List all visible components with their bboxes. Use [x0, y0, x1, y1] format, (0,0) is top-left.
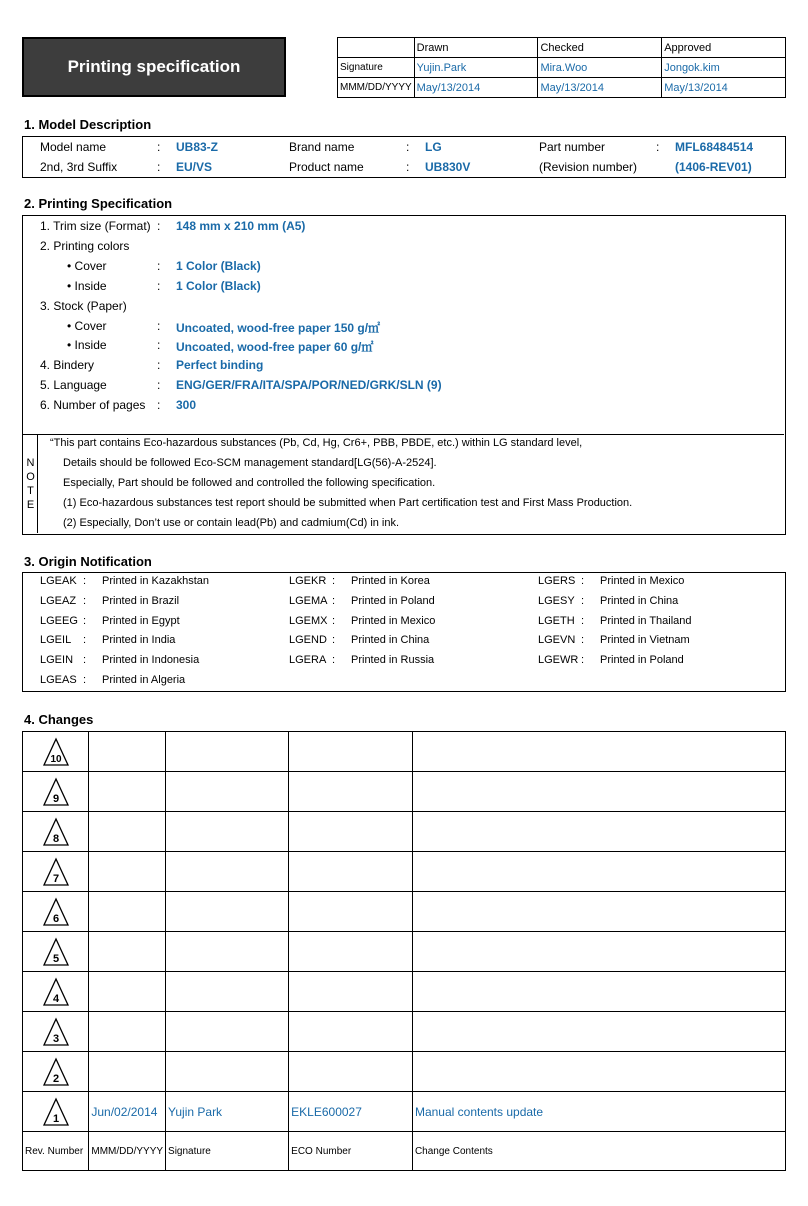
- date-label: MMM/DD/YYYY: [338, 78, 415, 98]
- origin-code: LGETH: [538, 614, 575, 627]
- spec-value: Uncoated, wood-free paper 60 g/㎡: [176, 340, 374, 355]
- origin-code: LGERA: [289, 654, 327, 667]
- changes-footer-label: MMM/DD/YYYY: [89, 1132, 166, 1171]
- rev-number: 1: [52, 1112, 59, 1125]
- change-signature: [166, 892, 289, 932]
- change-contents: [412, 812, 785, 852]
- approval-corner: [338, 38, 415, 58]
- rev-number: 7: [52, 872, 59, 885]
- colon: :: [157, 160, 161, 174]
- spec-value: Perfect binding: [176, 358, 264, 373]
- change-date: [89, 972, 166, 1012]
- origin-code: LGEWR: [538, 654, 579, 667]
- approval-date: May/13/2014: [414, 78, 538, 98]
- change-row: [23, 1052, 786, 1092]
- change-date: [89, 892, 166, 932]
- colon: :: [157, 398, 161, 413]
- note-letter: T: [27, 485, 34, 497]
- change-row: [23, 852, 786, 892]
- change-eco: [289, 972, 413, 1012]
- note-line: Especially, Part should be followed and controlled the following specification.: [63, 477, 436, 489]
- origin-text: Printed in Mexico: [351, 614, 436, 627]
- colon: :: [83, 575, 87, 587]
- spec-label: • Cover: [67, 318, 107, 333]
- origin-code: LGEVN: [538, 634, 576, 647]
- change-signature: [166, 1052, 289, 1092]
- origin-text: Printed in Russia: [351, 654, 435, 667]
- origin-text: Printed in India: [102, 634, 176, 647]
- spec-label: 5. Language: [40, 378, 107, 393]
- suffix-label: 2nd, 3rd Suffix: [40, 160, 118, 174]
- spec-label: 1. Trim size (Format): [40, 219, 151, 233]
- colon: :: [157, 338, 161, 353]
- origin-code: LGEAS: [40, 674, 77, 686]
- note-line: (2) Especially, Don’t use or contain lead(Pb) and cadmium(Cd) in ink.: [63, 517, 400, 529]
- page-title: [22, 37, 286, 97]
- origin-text: Printed in Poland: [351, 594, 435, 607]
- rev-cell: [23, 1052, 89, 1092]
- section-title-model: 1. Model Description: [24, 117, 152, 132]
- colon: :: [83, 634, 87, 647]
- section-title-changes: 4. Changes: [24, 712, 94, 727]
- colon: :: [157, 219, 161, 233]
- change-eco: EKLE600027: [289, 1092, 413, 1132]
- approval-date: May/13/2014: [538, 78, 662, 98]
- colon: :: [83, 594, 87, 607]
- origin-code: LGEIN: [40, 654, 74, 667]
- origin-text: Printed in China: [351, 634, 430, 647]
- change-row: [23, 812, 786, 852]
- change-eco: [289, 1012, 413, 1052]
- colon: :: [332, 654, 336, 667]
- rev-cell: [23, 772, 89, 812]
- colon: :: [157, 318, 161, 333]
- revision-triangle-icon: [42, 1017, 70, 1047]
- changes-footer-label: ECO Number: [289, 1132, 413, 1171]
- change-date: [89, 1012, 166, 1052]
- model-name-label: Model name: [40, 140, 107, 154]
- note-letter: N: [26, 457, 35, 469]
- spec-label: 2. Printing colors: [40, 238, 130, 253]
- note-divider: [23, 434, 784, 435]
- revision-triangle-icon: [42, 777, 70, 807]
- change-row: [23, 892, 786, 932]
- revision-triangle-icon: [42, 817, 70, 847]
- change-eco: [289, 892, 413, 932]
- change-contents: [412, 892, 785, 932]
- part-value: MFL68484514: [675, 140, 754, 154]
- rev-cell: [23, 732, 89, 772]
- approval-header: Approved: [662, 38, 786, 58]
- rev-number: 8: [52, 832, 59, 845]
- spec-value: ENG/GER/FRA/ITA/SPA/POR/NED/GRK/SLN (9): [176, 378, 442, 393]
- note-line: Details should be followed Eco-SCM management standard[LG(56)-A-2524].: [63, 457, 437, 469]
- changes-footer-label: Rev. Number: [23, 1132, 89, 1171]
- suffix-value: EU/VS: [176, 160, 213, 174]
- spec-value: 300: [176, 398, 197, 413]
- colon: :: [406, 160, 410, 174]
- revision-triangle-icon: [42, 1097, 70, 1127]
- origin-code: LGEMA: [289, 594, 328, 607]
- change-contents: [412, 972, 785, 1012]
- rev-cell: [23, 892, 89, 932]
- approval-signature: Jongok.kim: [662, 58, 786, 78]
- change-date: [89, 772, 166, 812]
- colon: :: [581, 654, 585, 667]
- origin-text: Printed in Brazil: [102, 594, 180, 607]
- model-box: [22, 136, 786, 178]
- colon: :: [332, 614, 336, 627]
- change-date: [89, 732, 166, 772]
- brand-label: Brand name: [289, 140, 355, 154]
- revision-triangle-icon: [42, 1057, 70, 1087]
- origin-text: Printed in Thailand: [600, 614, 692, 627]
- note-letter: O: [26, 471, 35, 483]
- origin-text: Printed in Korea: [351, 575, 430, 587]
- colon: :: [581, 634, 585, 647]
- change-row: [23, 932, 786, 972]
- origin-code: LGERS: [538, 575, 576, 587]
- rev-number: 6: [52, 912, 59, 925]
- change-date: [89, 932, 166, 972]
- origin-text: Printed in Indonesia: [102, 654, 200, 667]
- change-eco: [289, 812, 413, 852]
- origin-box: [22, 572, 786, 692]
- change-signature: [166, 732, 289, 772]
- rev-number: 4: [52, 992, 59, 1005]
- rev-number: 2: [52, 1072, 59, 1085]
- change-date: [89, 852, 166, 892]
- change-date: Jun/02/2014: [89, 1092, 166, 1132]
- origin-code: LGESY: [538, 594, 575, 607]
- change-contents: [412, 1012, 785, 1052]
- approval-signature: Mira.Woo: [538, 58, 662, 78]
- origin-code: LGEMX: [289, 614, 328, 627]
- changes-footer-label: Change Contents: [412, 1132, 785, 1171]
- colon: :: [332, 594, 336, 607]
- rev-cell: [23, 852, 89, 892]
- approval-header: Drawn: [414, 38, 538, 58]
- product-label: Product name: [289, 160, 364, 174]
- section-title-printing: 2. Printing Specification: [24, 196, 173, 211]
- change-signature: [166, 932, 289, 972]
- change-contents: [412, 772, 785, 812]
- revision-triangle-icon: [42, 937, 70, 967]
- colon: :: [157, 258, 161, 273]
- colon: :: [581, 614, 585, 627]
- spec-value: 148 mm x 210 mm (A5): [176, 219, 306, 233]
- change-contents: [412, 1052, 785, 1092]
- change-row: [23, 1012, 786, 1052]
- change-row: [23, 732, 786, 772]
- origin-text: Printed in Mexico: [600, 575, 685, 587]
- note-line: (1) Eco-hazardous substances test report should be submitted when Part certification test and First Mass Production.: [63, 497, 633, 509]
- signature-label: Signature: [338, 58, 415, 78]
- origin-text: Printed in Algeria: [102, 674, 186, 686]
- change-signature: [166, 772, 289, 812]
- part-label: Part number: [539, 140, 606, 154]
- colon: :: [406, 140, 410, 154]
- approval-table: [337, 37, 786, 98]
- colon: :: [656, 140, 660, 154]
- revision-value: (1406-REV01): [675, 160, 752, 174]
- change-contents: [412, 732, 785, 772]
- origin-text: Printed in Poland: [600, 654, 684, 667]
- origin-code: LGEKR: [289, 575, 327, 587]
- rev-cell: [23, 932, 89, 972]
- brand-value: LG: [425, 140, 442, 154]
- approval-signature: Yujin.Park: [414, 58, 538, 78]
- model-name-value: UB83-Z: [176, 140, 219, 154]
- change-contents: [412, 852, 785, 892]
- change-row: [23, 1092, 786, 1132]
- change-row: [23, 772, 786, 812]
- spec-value: 1 Color (Black): [176, 258, 261, 273]
- rev-cell: [23, 1012, 89, 1052]
- origin-text: Printed in Kazakhstan: [102, 575, 210, 587]
- spec-label: • Cover: [67, 258, 107, 273]
- spec-label: • Inside: [67, 278, 107, 293]
- change-eco: [289, 772, 413, 812]
- colon: :: [83, 674, 87, 686]
- changes-footer-label: Signature: [166, 1132, 289, 1171]
- spec-label: 6. Number of pages: [40, 398, 146, 413]
- change-signature: Yujin Park: [166, 1092, 289, 1132]
- origin-code: LGEIL: [40, 634, 72, 647]
- origin-code: LGEAZ: [40, 594, 77, 607]
- revision-triangle-icon: [42, 897, 70, 927]
- approval-date: May/13/2014: [662, 78, 786, 98]
- revision-label: (Revision number): [539, 160, 638, 174]
- origin-code: LGEND: [289, 634, 327, 647]
- spec-label: 3. Stock (Paper): [40, 298, 127, 313]
- change-signature: [166, 852, 289, 892]
- origin-code: LGEEG: [40, 614, 78, 627]
- change-row: [23, 972, 786, 1012]
- rev-cell: [23, 972, 89, 1012]
- spec-label: 4. Bindery: [40, 358, 95, 373]
- rev-cell: [23, 812, 89, 852]
- rev-number: 10: [50, 753, 62, 765]
- change-eco: [289, 732, 413, 772]
- change-date: [89, 812, 166, 852]
- colon: :: [83, 654, 87, 667]
- colon: :: [332, 634, 336, 647]
- change-eco: [289, 932, 413, 972]
- spec-label: • Inside: [67, 338, 107, 353]
- section-title-origin: 3. Origin Notification: [24, 554, 152, 569]
- change-date: [89, 1052, 166, 1092]
- colon: :: [157, 140, 161, 154]
- colon: :: [332, 575, 336, 587]
- note-label: [24, 456, 37, 512]
- colon: :: [83, 614, 87, 627]
- change-eco: [289, 852, 413, 892]
- spec-value: Uncoated, wood-free paper 150 g/㎡: [176, 320, 381, 335]
- rev-number: 3: [52, 1032, 59, 1045]
- rev-number: 5: [52, 952, 59, 965]
- approval-header: Checked: [538, 38, 662, 58]
- title-text: Printing specification: [67, 57, 241, 76]
- changes-table: [22, 731, 786, 1171]
- colon: :: [157, 378, 161, 393]
- change-signature: [166, 812, 289, 852]
- origin-code: LGEAK: [40, 575, 77, 587]
- revision-triangle-icon: [42, 737, 70, 767]
- changes-footer-row: [23, 1132, 786, 1171]
- rev-number: 9: [52, 792, 59, 805]
- colon: :: [157, 278, 161, 293]
- product-value: UB830V: [425, 160, 471, 174]
- colon: :: [157, 358, 161, 373]
- origin-text: Printed in Vietnam: [600, 634, 690, 647]
- rev-cell: [23, 1092, 89, 1132]
- origin-text: Printed in Egypt: [102, 614, 180, 627]
- change-signature: [166, 1012, 289, 1052]
- revision-triangle-icon: [42, 977, 70, 1007]
- spec-value: 1 Color (Black): [176, 278, 261, 293]
- origin-text: Printed in China: [600, 594, 679, 607]
- printing-box: [22, 215, 786, 535]
- change-signature: [166, 972, 289, 1012]
- note-letter: E: [26, 499, 35, 511]
- change-eco: [289, 1052, 413, 1092]
- colon: :: [581, 594, 585, 607]
- note-line: “This part contains Eco-hazardous substances (Pb, Cd, Hg, Cr6+, PBB, PBDE, etc.) within LG standard level,: [50, 437, 583, 449]
- colon: :: [581, 575, 585, 587]
- revision-triangle-icon: [42, 857, 70, 887]
- change-contents: [412, 932, 785, 972]
- change-contents: Manual contents update: [412, 1092, 785, 1132]
